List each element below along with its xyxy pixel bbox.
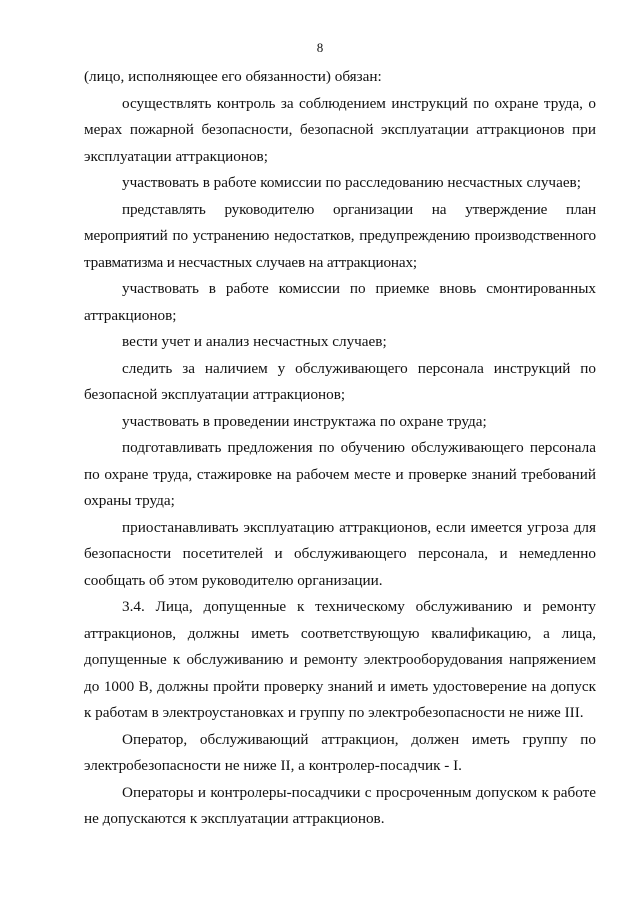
page-number: 8 [316,40,324,55]
paragraph-suspend-operation: приостанавливать эксплуатацию аттракционов, если имеется угроза для безопасности посетителей и обслуживающего персонала, и немедленно сообщать об этом руководителю организации. [84,518,596,589]
paragraph-expired-permit: Операторы и контролеры-посадчики с просроченным допуском к работе не допускаются к эксплуатации аттракционов. [84,783,596,827]
paragraph-intro: (лицо, исполняющее его обязанности) обязан: [84,68,382,85]
paragraph-accident-records: вести учет и анализ несчастных случаев; [122,333,387,350]
document-body [84,64,596,833]
paragraph-operator-group: Оператор, обслуживающий аттракцион, должен иметь группу по электробезопасности не ниже II, а контролер-посадчик - I. [84,730,596,774]
paragraph-acceptance-commission: участвовать в работе комиссии по приемке вновь смонтированных аттракционов; [84,280,596,324]
paragraph-section-3-4: 3.4. Лица, допущенные к техническому обслуживанию и ремонту аттракционов, должны иметь соответствующую квалификацию, а лица, допущенные к обслуживанию и ремонту электрооборудования напряжением до 1000 В, должны пройти проверку знаний и иметь удостоверение на допуск к работам в электроустановках и группу по электробезопасности не ниже III. [84,598,596,721]
paragraph-control-instructions: осуществлять контроль за соблюдением инструкций по охране труда, о мерах пожарной безопасности, безопасной эксплуатации аттракционов при эксплуатации аттракционов; [84,94,596,165]
paragraph-safety-briefing: участвовать в проведении инструктажа по охране труда; [122,412,487,430]
paragraph-action-plan: представлять руководителю организации на утверждение план мероприятий по устранению недостатков, предупреждению производственного травматизма и несчастных случаев на аттракционах; [84,200,596,271]
paragraph-training-proposals: подготавливать предложения по обучению обслуживающего персонала по охране труда, стажировке на рабочем месте и проверке знаний требований охраны труда; [84,439,596,509]
paragraph-accident-commission: участвовать в работе комиссии по расследованию несчастных случаев; [122,174,581,191]
paragraph-staff-instructions: следить за наличием у обслуживающего персонала инструкций по безопасной эксплуатации аттракционов; [84,359,596,403]
